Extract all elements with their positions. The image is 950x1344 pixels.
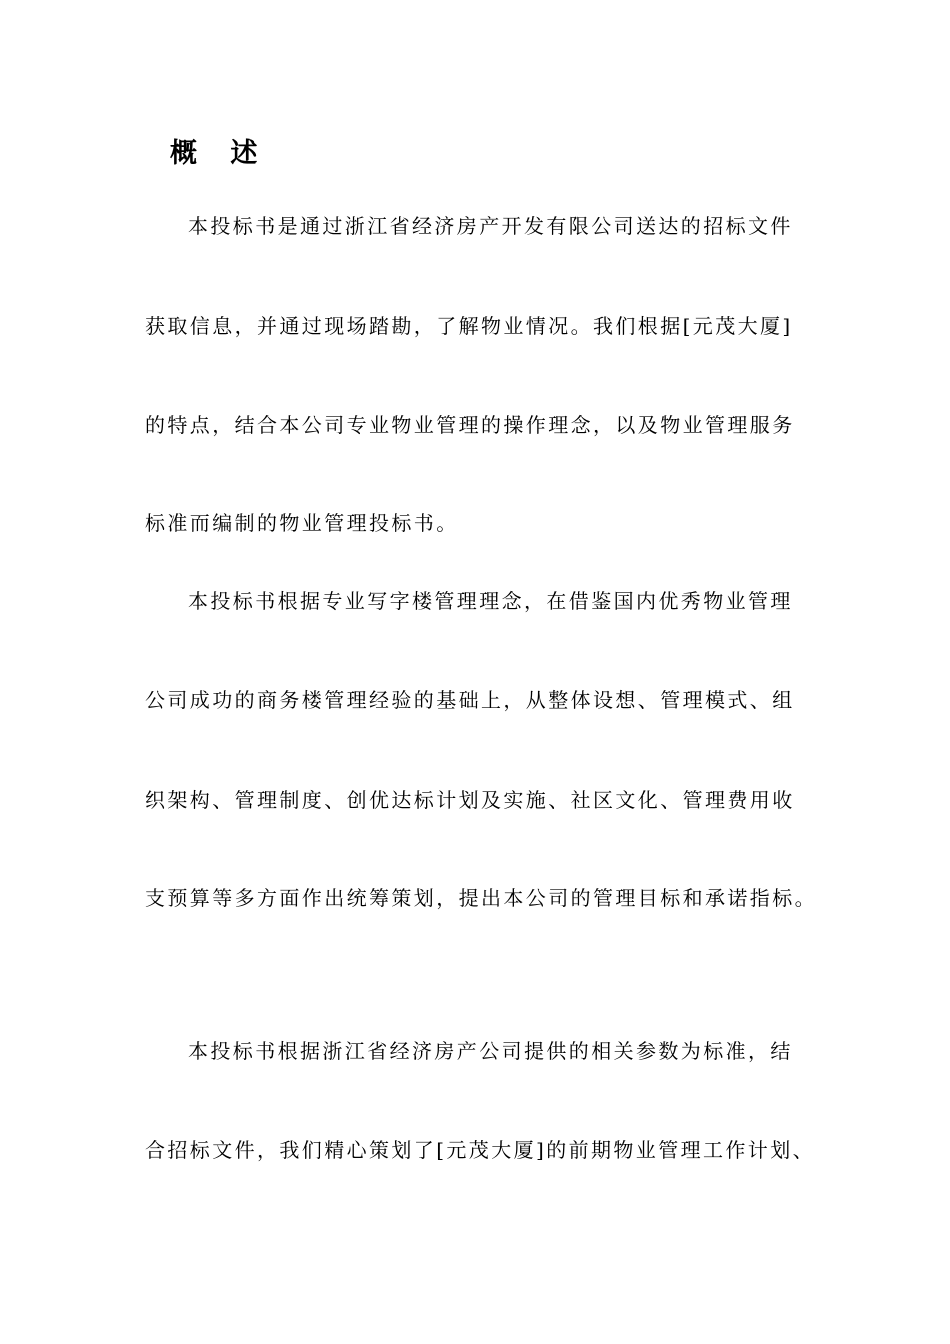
document-title: 概 述	[170, 138, 270, 169]
paragraph-line: 织架构、管理制度、创优达标计划及实施、社区文化、管理费用收	[145, 788, 795, 812]
paragraph-line: 公司成功的商务楼管理经验的基础上，从整体设想、管理模式、组	[145, 688, 795, 712]
paragraph-line: 标准而编制的物业管理投标书。	[145, 511, 459, 535]
paragraph-line: 本投标书是通过浙江省经济房产开发有限公司送达的招标文件	[188, 214, 793, 238]
paragraph-line: 本投标书根据专业写字楼管理理念，在借鉴国内优秀物业管理	[188, 589, 793, 613]
paragraph-line: 获取信息，并通过现场踏勘，了解物业情况。我们根据[元茂大厦]	[145, 314, 793, 338]
paragraph-line: 的特点，结合本公司专业物业管理的操作理念，以及物业管理服务	[145, 413, 795, 437]
paragraph-line: 合招标文件，我们精心策划了[元茂大厦]的前期物业管理工作计划、	[145, 1138, 816, 1162]
paragraph-line: 本投标书根据浙江省经济房产公司提供的相关参数为标准，结	[188, 1039, 793, 1063]
paragraph-line: 支预算等多方面作出统筹策划，提出本公司的管理目标和承诺指标。	[145, 886, 817, 910]
